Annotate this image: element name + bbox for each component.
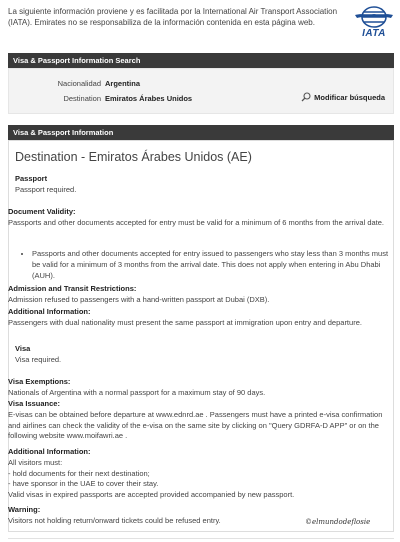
destination-label: Destination — [63, 94, 101, 103]
warning-heading: Warning: — [8, 505, 41, 514]
additional-info-2-line: Valid visas in expired passports are accepted provided accompanied by new passport. — [8, 490, 295, 500]
iata-logo — [353, 6, 395, 42]
visa-text: Visa required. — [15, 355, 62, 364]
additional-info-2-heading: Additional Information: — [8, 447, 91, 456]
additional-info-2-line: - hold documents for their next destination; — [8, 468, 150, 478]
destination-title: Destination - Emiratos Árabes Unidos (AE) — [15, 150, 252, 164]
modify-search-button[interactable] — [301, 92, 385, 102]
additional-info-block — [8, 307, 392, 329]
additional-info-2-line: All visitors must: — [8, 457, 63, 467]
bottom-divider — [8, 538, 394, 539]
iata-logo-text: IATA — [362, 28, 386, 39]
additional-info-2-block — [8, 447, 392, 501]
search-summary-panel — [8, 68, 394, 114]
validity-bullet-list — [22, 249, 390, 281]
visa-exemptions-block — [8, 377, 392, 399]
search-section-header: Visa & Passport Information Search — [8, 53, 394, 68]
visa-issuance-heading: Visa Issuance: — [8, 399, 60, 408]
nationality-value: Argentina — [105, 79, 141, 88]
additional-info-text: Passengers with dual nationality must present the same passport at immigration upon entry and departure. — [8, 317, 362, 327]
visa-heading: Visa — [15, 344, 31, 353]
warning-text: Visitors not holding return/onward tickets could be refused entry. — [8, 515, 221, 525]
modify-search-label: Modificar búsqueda — [314, 92, 385, 102]
additional-info-heading: Additional Information: — [8, 307, 91, 316]
iata-globe-icon — [353, 6, 395, 28]
disclaimer-text: La siguiente información proviene y es facilitada por la International Air Transport Association (IATA). Emirates no se responsabiliza de la información contenida en esta página web. — [8, 7, 338, 27]
nationality-label: Nacionalidad — [57, 79, 101, 88]
additional-info-2-line: - have sponsor in the UAE to cover their stay. — [8, 479, 159, 489]
passport-heading: Passport — [15, 174, 48, 183]
document-validity-text: Passports and other documents accepted for entry must be valid for a minimum of 6 months from the arrival date. — [8, 217, 385, 227]
document-validity-heading: Document Validity: — [8, 207, 76, 216]
info-section-header: Visa & Passport Information — [8, 125, 394, 140]
visa-issuance-block — [8, 399, 392, 442]
validity-bullet-item: • Passports and other documents accepted for entry issued to passengers who stay less than 3 months must be valid for a minimum of 3 months from the arrival date. This does not apply when entering in Abu Dhabi (AUH). — [32, 249, 390, 281]
visa-issuance-text: E-visas can be obtained before departure at www.ednrd.ae . Passengers must have a printed e-visa confirmation and airlines can check the validity of the e-visa on the same site by clicking on "Query GDRFA-D APP" or on the following website www.moifawri.ae . — [8, 409, 383, 441]
watermark: ©elmundodeflosie — [305, 518, 371, 526]
visa-exemptions-heading: Visa Exemptions: — [8, 377, 71, 386]
admission-block — [8, 284, 392, 306]
search-icon — [301, 92, 311, 102]
admission-heading: Admission and Transit Restrictions: — [8, 284, 137, 293]
admission-text: Admission refused to passengers with a hand-written passport at Dubai (DXB). — [8, 294, 270, 304]
passport-text: Passport required. — [15, 185, 77, 194]
visa-exemptions-text: Nationals of Argentina with a normal passport for a maximum stay of 90 days. — [8, 387, 266, 397]
destination-value: Emiratos Árabes Unidos — [105, 94, 193, 103]
document-validity-block — [8, 207, 392, 229]
